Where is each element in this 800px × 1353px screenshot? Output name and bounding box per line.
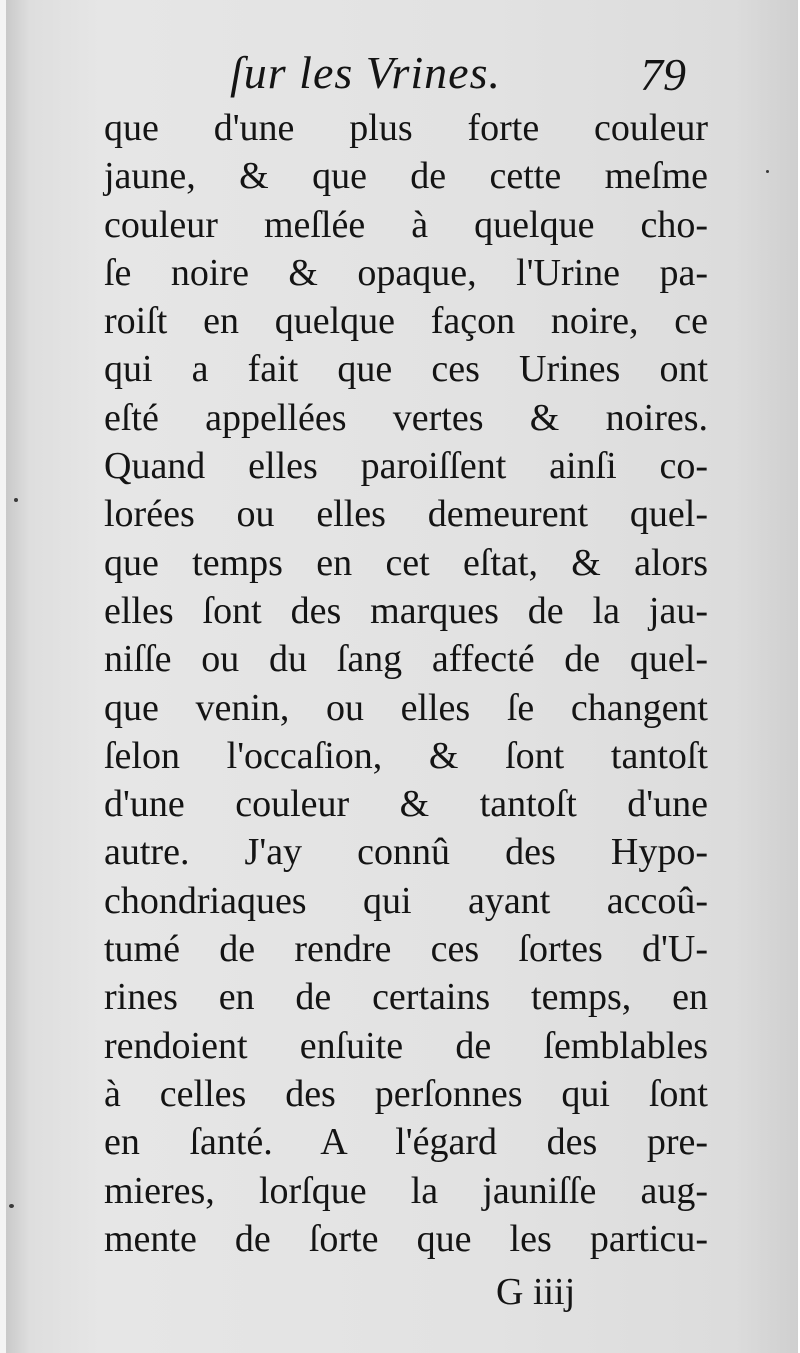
text-line: rendoient enſuite de ſemblables (104, 1024, 708, 1067)
text-line: ſelon l'occaſion, & ſont tantoſt (104, 734, 708, 777)
text-line: jaune, & que de cette meſme (104, 155, 708, 198)
running-head: ſur les Vrines. (230, 47, 501, 98)
text-line: tumé de rendre ces ſortes d'U- (104, 928, 708, 971)
ink-speck (9, 1204, 14, 1208)
text-line: roiſt en quelque façon noire, ce (104, 300, 708, 343)
text-line: qui a fait que ces Urines ont (104, 348, 708, 391)
text-line: elles ſont des marques de la jau- (104, 589, 708, 632)
text-line: mente de ſorte que les particu- (104, 1217, 708, 1260)
text-line: que venin, ou elles ſe changent (104, 686, 708, 729)
text-line: d'une couleur & tantoſt d'une (104, 783, 708, 826)
text-line: couleur meſlée à quelque cho- (104, 203, 708, 246)
text-line: mieres, lorſque la jauniſſe aug- (104, 1169, 708, 1212)
text-line: eſté appellées vertes & noires. (104, 396, 708, 439)
page-number: 79 (640, 49, 686, 100)
text-line: que d'une plus forte couleur (104, 107, 708, 149)
text-line: autre. J'ay connû des Hypo- (104, 831, 708, 874)
ink-speck (766, 170, 769, 173)
text-line: lorées ou elles demeurent quel- (104, 493, 708, 536)
text-line: rines en de certains temps, en (104, 976, 708, 1019)
page-header (0, 46, 800, 106)
text-line: ſe noire & opaque, l'Urine pa- (104, 251, 708, 294)
text-line: que temps en cet eſtat, & alors (104, 541, 708, 584)
text-line: Quand elles paroiſſent ainſi co- (104, 445, 708, 488)
text-line: en ſanté. A l'égard des pre- (104, 1121, 708, 1164)
body-text (104, 104, 714, 1263)
signature-mark: G iiij (496, 1271, 576, 1313)
text-line: à celles des perſonnes qui ſont (104, 1072, 708, 1115)
text-line: niſſe ou du ſang affecté de quel- (104, 638, 708, 681)
text-line: chondriaques qui ayant accoû- (104, 879, 708, 922)
ink-speck (14, 498, 18, 502)
